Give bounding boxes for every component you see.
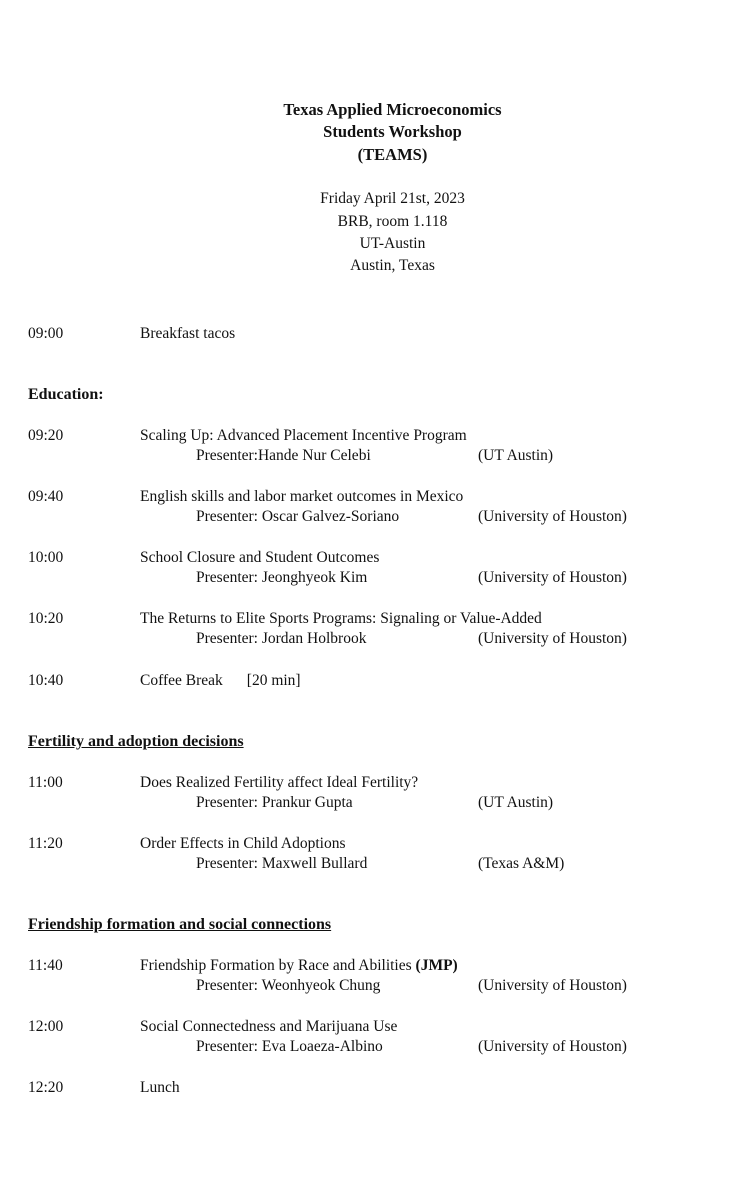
talk-title: English skills and labor market outcomes in Mexico xyxy=(140,488,464,505)
talk-presenter: Presenter: Prankur Gupta xyxy=(196,794,353,811)
schedule-time: 10:20 xyxy=(28,610,64,627)
coffee-break-label: Coffee Break xyxy=(140,672,223,689)
talk-title: Social Connectedness and Marijuana Use xyxy=(140,1018,398,1035)
header-title-line1: Texas Applied Microeconomics xyxy=(283,100,502,119)
schedule-time: 10:00 xyxy=(28,549,64,566)
event-institution: UT-Austin xyxy=(359,235,426,253)
coffee-break-duration: [20 min] xyxy=(246,672,301,689)
schedule-time: 12:20 xyxy=(28,1079,64,1096)
coffee-break xyxy=(140,672,301,690)
section-heading-fertility: Fertility and adoption decisions xyxy=(28,733,244,750)
schedule-time: 09:00 xyxy=(28,325,64,342)
section-heading-education: Education: xyxy=(28,386,104,403)
event-city: Austin, Texas xyxy=(350,257,435,275)
section-heading-friendship: Friendship formation and social connections xyxy=(28,916,332,933)
talk-affiliation: (UT Austin) xyxy=(478,447,554,464)
schedule-time: 09:20 xyxy=(28,427,64,444)
talk-presenter: Presenter: Eva Loaeza-Albino xyxy=(196,1038,383,1055)
header-title-line3: (TEAMS) xyxy=(357,144,428,164)
talk-affiliation: (Texas A&M) xyxy=(478,855,565,872)
schedule-item-title: Lunch xyxy=(140,1079,180,1096)
schedule-time: 11:40 xyxy=(28,957,63,974)
event-date: Friday April 21st, 2023 xyxy=(320,190,465,208)
schedule-time: 10:40 xyxy=(28,672,64,689)
talk-presenter: Presenter: Oscar Galvez-Soriano xyxy=(196,508,400,525)
talk-affiliation: (University of Houston) xyxy=(478,1038,627,1055)
schedule-item-title: Breakfast tacos xyxy=(140,325,236,342)
talk-affiliation: (University of Houston) xyxy=(478,569,627,586)
talk-title: Does Realized Fertility affect Ideal Fertility? xyxy=(140,774,419,791)
talk-title: The Returns to Elite Sports Programs: Signaling or Value-Added xyxy=(140,610,542,627)
talk-affiliation: (University of Houston) xyxy=(478,508,627,525)
talk-presenter: Presenter: Jeonghyeok Kim xyxy=(196,569,368,586)
jmp-tag: (JMP) xyxy=(415,957,458,974)
talk-affiliation: (University of Houston) xyxy=(478,977,627,994)
talk-title: Scaling Up: Advanced Placement Incentive Program xyxy=(140,427,467,444)
talk-presenter: Presenter: Jordan Holbrook xyxy=(196,630,367,647)
talk-title-row xyxy=(140,957,458,975)
program-header xyxy=(0,99,739,278)
schedule-time: 12:00 xyxy=(28,1018,64,1035)
schedule-time: 11:20 xyxy=(28,835,63,852)
schedule-time: 09:40 xyxy=(28,488,64,505)
talk-presenter: Presenter: Weonhyeok Chung xyxy=(196,977,381,994)
talk-presenter: Presenter: Maxwell Bullard xyxy=(196,855,368,872)
talk-title: Friendship Formation by Race and Abilities xyxy=(140,957,412,974)
header-title-line2: Students Workshop xyxy=(323,122,462,142)
talk-title: School Closure and Student Outcomes xyxy=(140,549,380,566)
talk-title: Order Effects in Child Adoptions xyxy=(140,835,346,852)
event-room: BRB, room 1.118 xyxy=(337,212,448,230)
talk-presenter: Presenter:Hande Nur Celebi xyxy=(196,447,371,464)
schedule-time: 11:00 xyxy=(28,774,63,791)
talk-affiliation: (University of Houston) xyxy=(478,630,627,647)
talk-affiliation: (UT Austin) xyxy=(478,794,554,811)
